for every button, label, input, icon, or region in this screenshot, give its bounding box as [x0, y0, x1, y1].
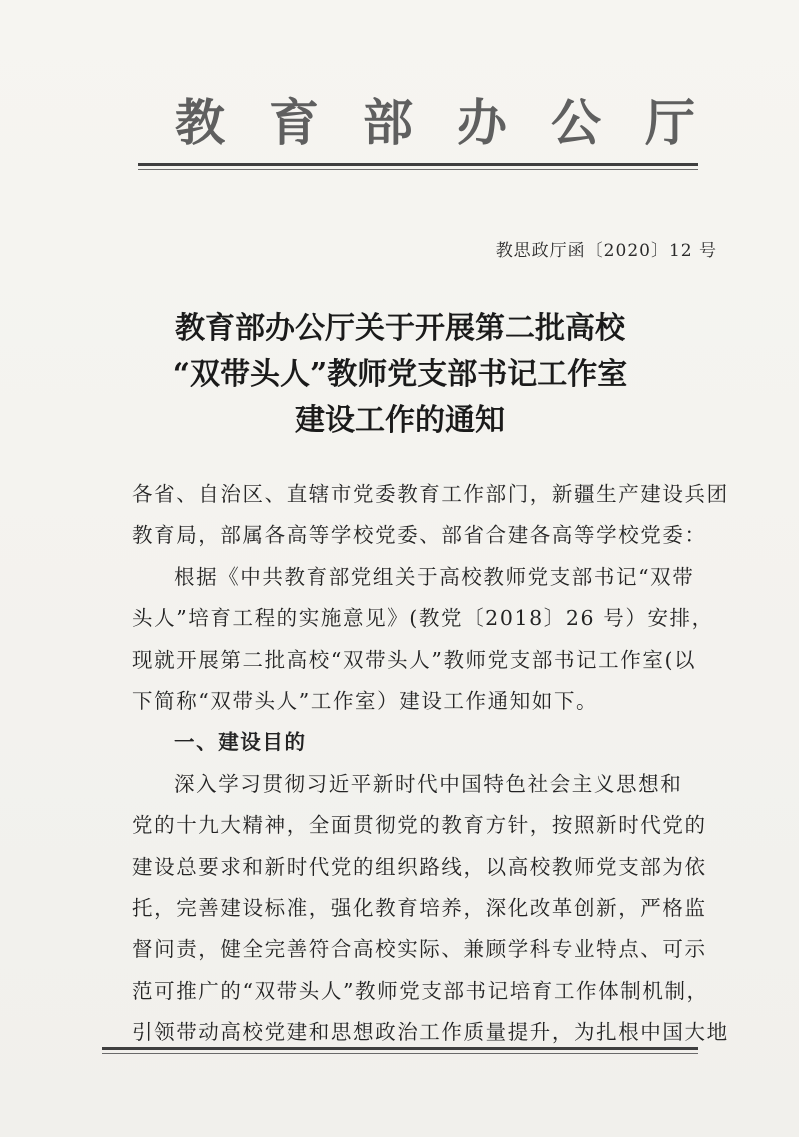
footer-rule-thin — [102, 1053, 698, 1054]
letterhead-char: 办 — [457, 93, 507, 152]
letterhead-rule-thick — [138, 163, 698, 166]
title-line: “双带头人”教师党支部书记工作室 — [172, 357, 628, 392]
paragraph-line: 范可推广的“双带头人”教师党支部书记培育工作体制机制， — [132, 978, 709, 1003]
paragraph-line: 党的十九大精神，全面贯彻党的教育方针，按照新时代党的 — [132, 813, 707, 838]
letterhead-char: 厅 — [645, 93, 695, 152]
footer-rule-thick — [102, 1047, 698, 1050]
paragraph-line: 引领带动高校党建和思想政治工作质量提升，为扎根中国大地 — [132, 1020, 729, 1045]
paragraph-line: 督问责，健全完善符合高校实际、兼顾学科专业特点、可示 — [132, 937, 707, 962]
paragraph-line: 下简称“双带头人”工作室）建设工作通知如下。 — [132, 689, 599, 714]
paragraph-line: 深入学习贯彻习近平新时代中国特色社会主义思想和 — [174, 771, 683, 796]
paragraph-line: 现就开展第二批高校“双带头人”教师党支部书记工作室(以 — [132, 647, 697, 672]
title-line: 建设工作的通知 — [295, 403, 505, 438]
document-number: 教思政厅函〔2020〕12 号 — [495, 241, 717, 261]
letterhead — [175, 88, 695, 158]
letterhead-char: 公 — [551, 93, 601, 152]
document-title — [90, 306, 710, 444]
paragraph-line: 头人”培育工程的实施意见》(教党〔2018〕26 号）安排， — [132, 606, 714, 631]
paragraph-line: 根据《中共教育部党组关于高校教师党支部书记“双带 — [174, 564, 695, 589]
section-heading: 一、建设目的 — [174, 730, 307, 755]
letterhead-char: 育 — [269, 93, 319, 152]
document-body — [132, 474, 729, 1054]
title-line: 教育部办公厅关于开展第二批高校 — [175, 311, 625, 346]
letterhead-char: 教 — [175, 93, 225, 152]
paragraph-line: 托，完善建设标准，强化教育培养，深化改革创新，严格监 — [132, 896, 707, 921]
paragraph-line: 建设总要求和新时代党的组织路线，以高校教师党支部为依 — [132, 854, 707, 879]
addressee-line: 各省、自治区、直辖市党委教育工作部门，新疆生产建设兵团 — [132, 482, 729, 506]
letterhead-rule-thin — [138, 169, 698, 170]
letterhead-char: 部 — [363, 93, 413, 152]
addressee-line: 教育局，部属各高等学校党委、部省合建各高等学校党委： — [132, 523, 707, 548]
